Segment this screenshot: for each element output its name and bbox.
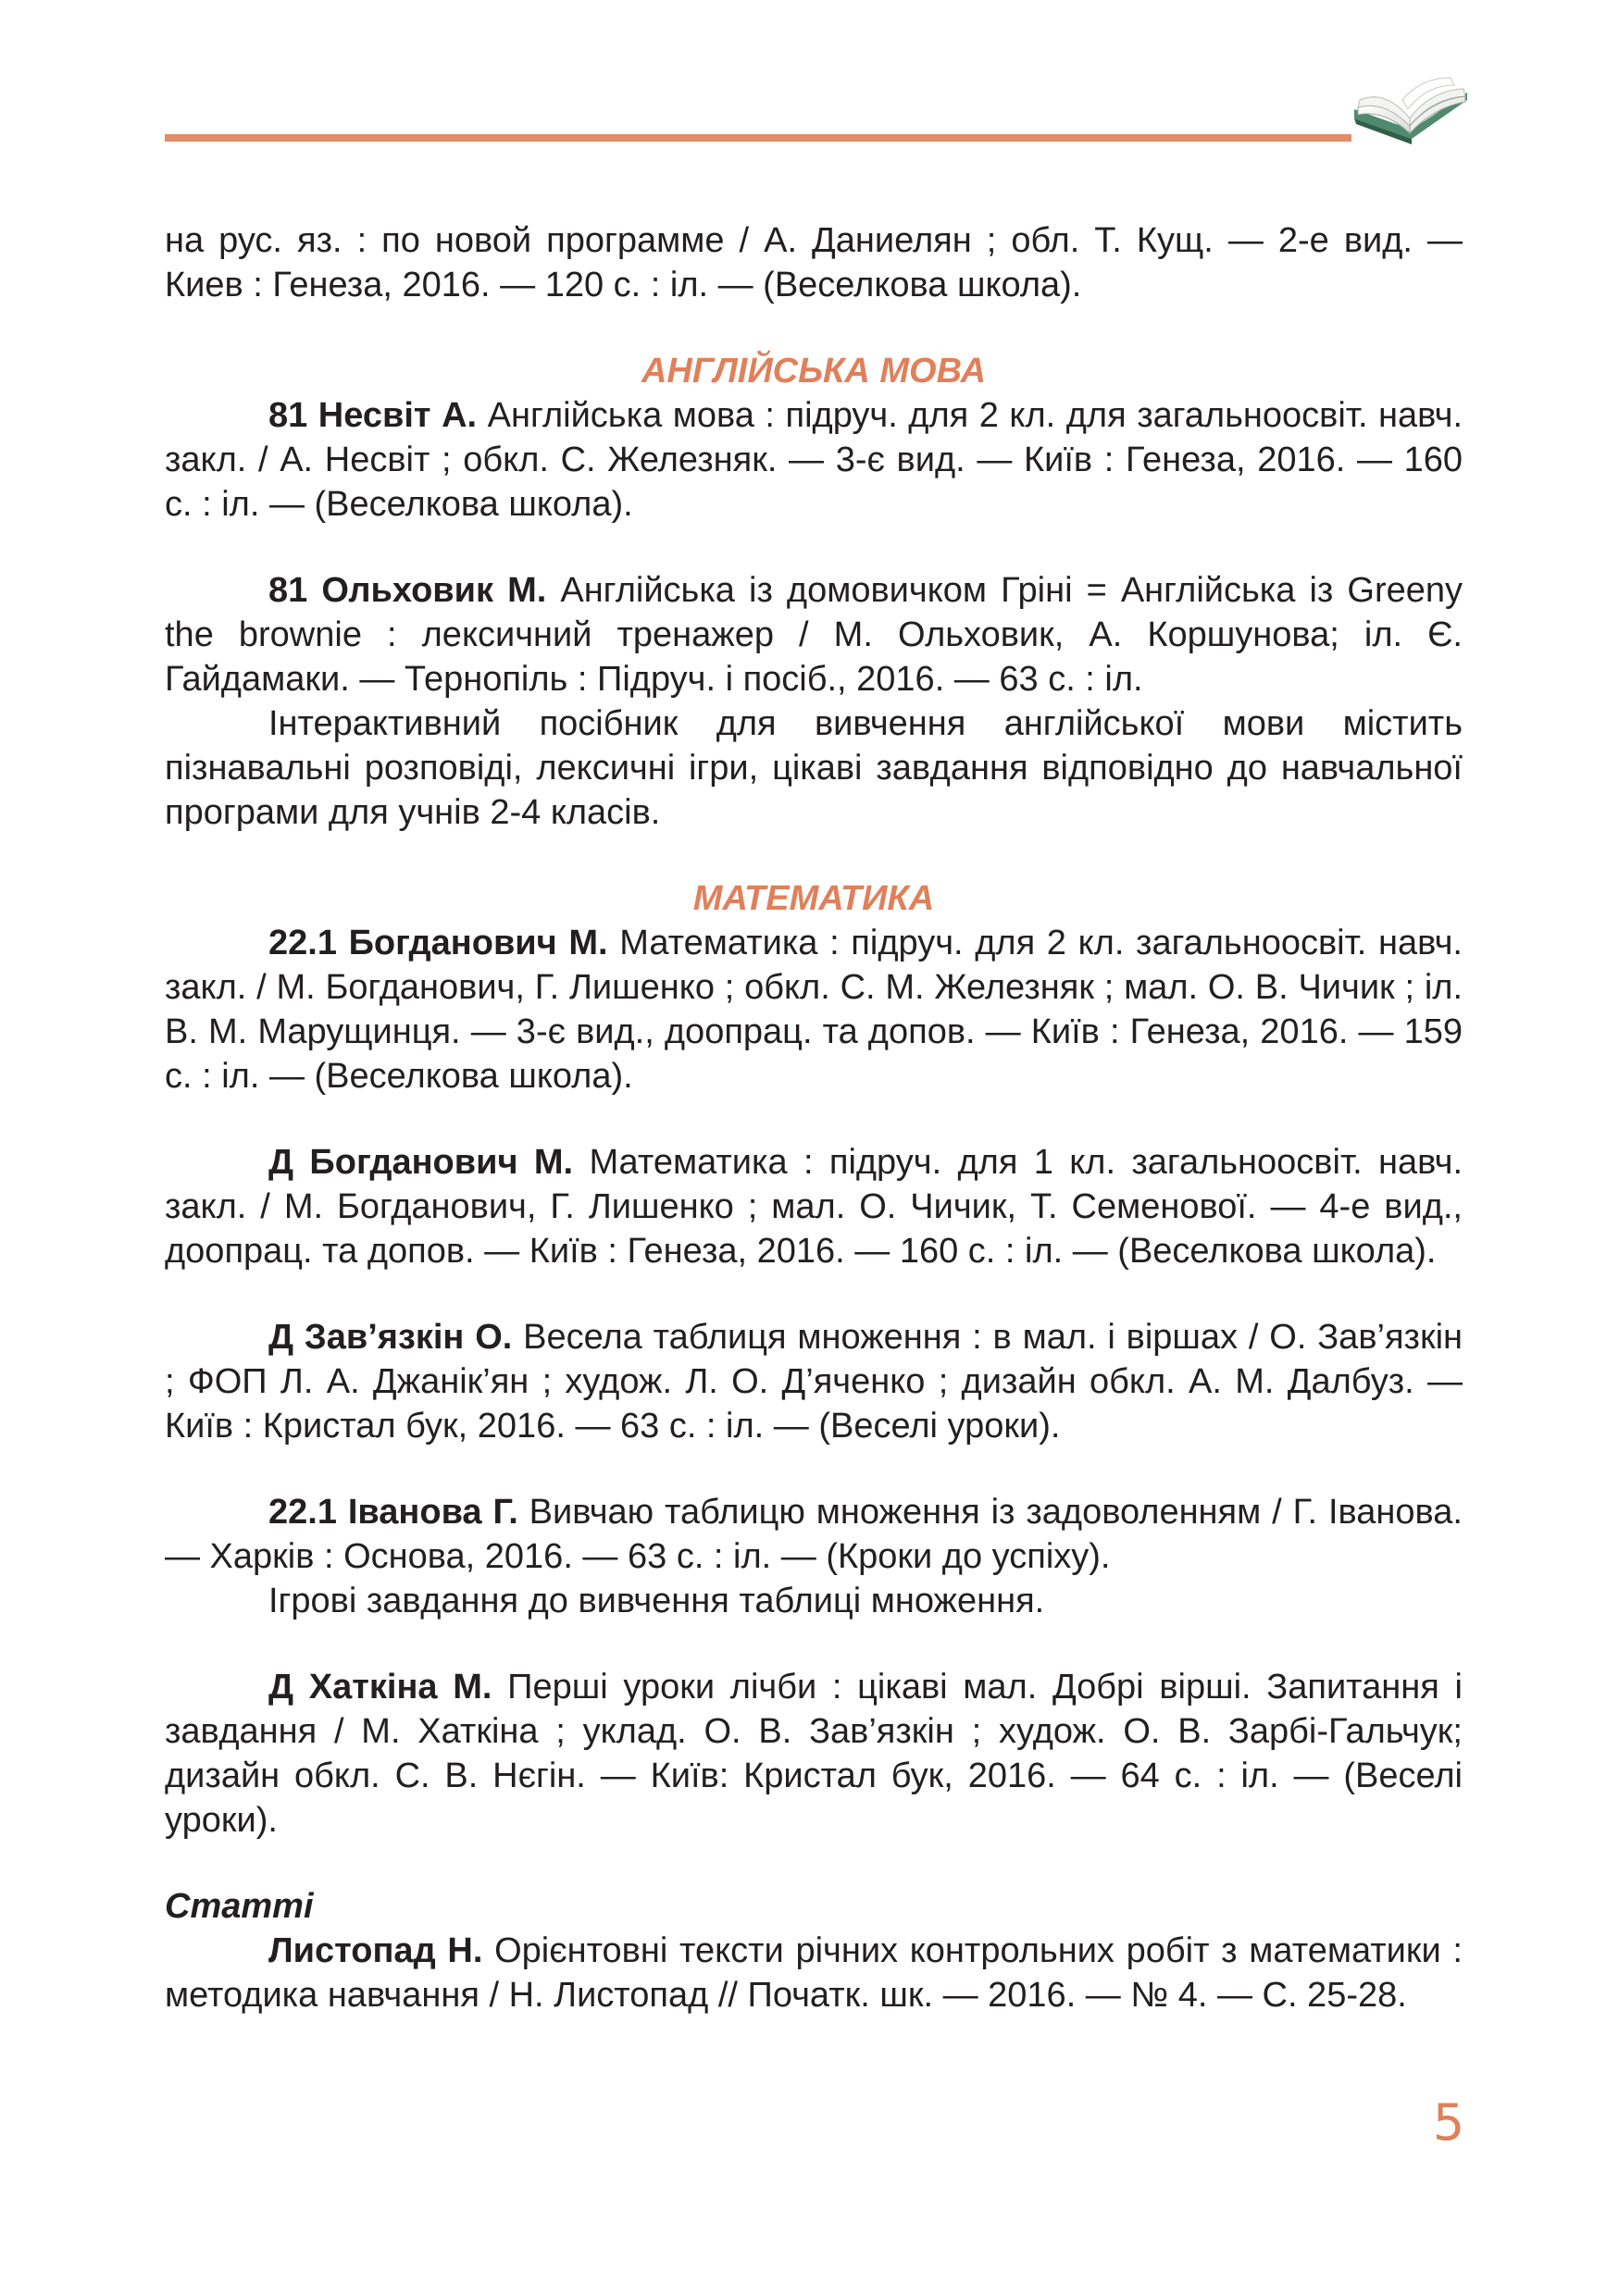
entry-annotation: Ігрові завдання до вивчення таблиці множення. (268, 1582, 1045, 1620)
entry-author: Листопад Н. (268, 1931, 483, 1970)
entry-description: Орієнтовні тексти річних контрольних робіт з математики : методика навчання / Н. Листопад // Початк. шк. — 2016. — № 4. — С. 25-28. (165, 1931, 1463, 2015)
entry-author: Д Богданович М. (268, 1143, 574, 1182)
section-heading-math: МАТЕМАТИКА (692, 879, 935, 918)
entry-description: Весела таблиця множення : в мал. і віршах / О. Зав’язкін ; ФОП Л. А. Джанік’ян ; худож. Л. О. Д’яченко ; дизайн обкл. А. М. Далбуз. — Київ : Кристал бук, 2016. — 63 с. : іл. — (Веселі уроки). (165, 1318, 1463, 1446)
bib-entry-nesvit (165, 393, 1463, 527)
entry-description: Англійська із домовичком Гріні = Англійська із Greeny the brownie : лексичний тренажер / М. Ольховик, А. Коршунова; іл. Є. Гайдамаки. — Тернопіль : Підруч. і посіб., 2016. — 63 с. : іл. (165, 571, 1463, 699)
page-number: 5 (1432, 2093, 1465, 2152)
entry-author: 22.1 Іванова Г. (268, 1493, 518, 1532)
bib-entry-zaviazkin (165, 1315, 1463, 1448)
entry-description: Математика : підруч. для 2 кл. загальноосвіт. навч. закл. / М. Богданович, Г. Лишенко ; обкл. С. М. Железняк ; мал. О. В. Чичик ; іл. В. М. Марущинця. — 3-є вид., доопрац. та допов. — Київ : Генеза, 2016. — 159 с. : іл. — (Веселкова школа). (165, 924, 1463, 1096)
entry-author: 81 Несвіт А. (268, 396, 478, 435)
entry-author: Д Зав’язкін О. (268, 1318, 513, 1357)
bib-entry-olkhovyk (165, 568, 1463, 835)
bib-entry-bohdanovych-1 (165, 1140, 1463, 1273)
entry-description: Математика : підруч. для 1 кл. загальноосвіт. навч. закл. / М. Богданович, Г. Лишенко ; мал. О. Чичик, Т. Семенової. — 4-е вид., доопрац. та допов. — Київ : Генеза, 2016. — 160 с. : іл. — (Веселкова школа). (165, 1143, 1463, 1271)
entry-description: Перші уроки лічби : цікаві мал. Добрі вірші. Запитання і завдання / М. Хаткіна ; уклад. О. В. Зав’язкін ; худож. О. В. Зарбі-Гальчук; дизайн обкл. С. В. Нєгін. — Київ: Кристал бук, 2016. — 64 с. : іл. — (Веселі уроки). (165, 1668, 1463, 1840)
entry-annotation: Інтерактивний посібник для вивчення англійської мови містить пізнавальні розповіді, лексичні ігри, цікаві завдання відповідно до навчальної програми для учнів 2-4 класів. (165, 704, 1463, 832)
entry-author: 22.1 Богданович М. (268, 924, 608, 962)
open-book-icon (1347, 72, 1472, 165)
bibliography-content (165, 218, 1463, 2059)
entry-author: 81 Ольховик М. (268, 571, 547, 610)
section-heading-english: АНГЛІЙСЬКА МОВА (641, 352, 987, 391)
intro-entry: на рус. яз. : по новой программе / А. Даниелян ; обл. Т. Кущ. — 2-е вид. — Киев : Генеза, 2016. — 120 с. : іл. — (Веселкова школа). (165, 221, 1463, 304)
bib-entry-lystopad (165, 1929, 1463, 2017)
bib-entry-ivanova (165, 1490, 1463, 1623)
section-heading-articles: Статті (165, 1887, 314, 1926)
bib-entry-khatkina (165, 1665, 1463, 1843)
entry-author: Д Хаткіна М. (268, 1668, 492, 1706)
header-rule (165, 134, 1351, 142)
entry-description: Вивчаю таблицю множення із задоволенням / Г. Іванова. — Харків : Основа, 2016. — 63 с. : іл. — (Кроки до успіху). (165, 1493, 1463, 1576)
bib-entry-bohdanovych-2 (165, 921, 1463, 1098)
entry-description: Англійська мова : підруч. для 2 кл. для загальноосвіт. навч. закл. / А. Несвіт ; обкл. С. Железняк. — 3-є вид. — Київ : Генеза, 2016. — 160 с. : іл. — (Веселкова школа). (165, 396, 1463, 524)
